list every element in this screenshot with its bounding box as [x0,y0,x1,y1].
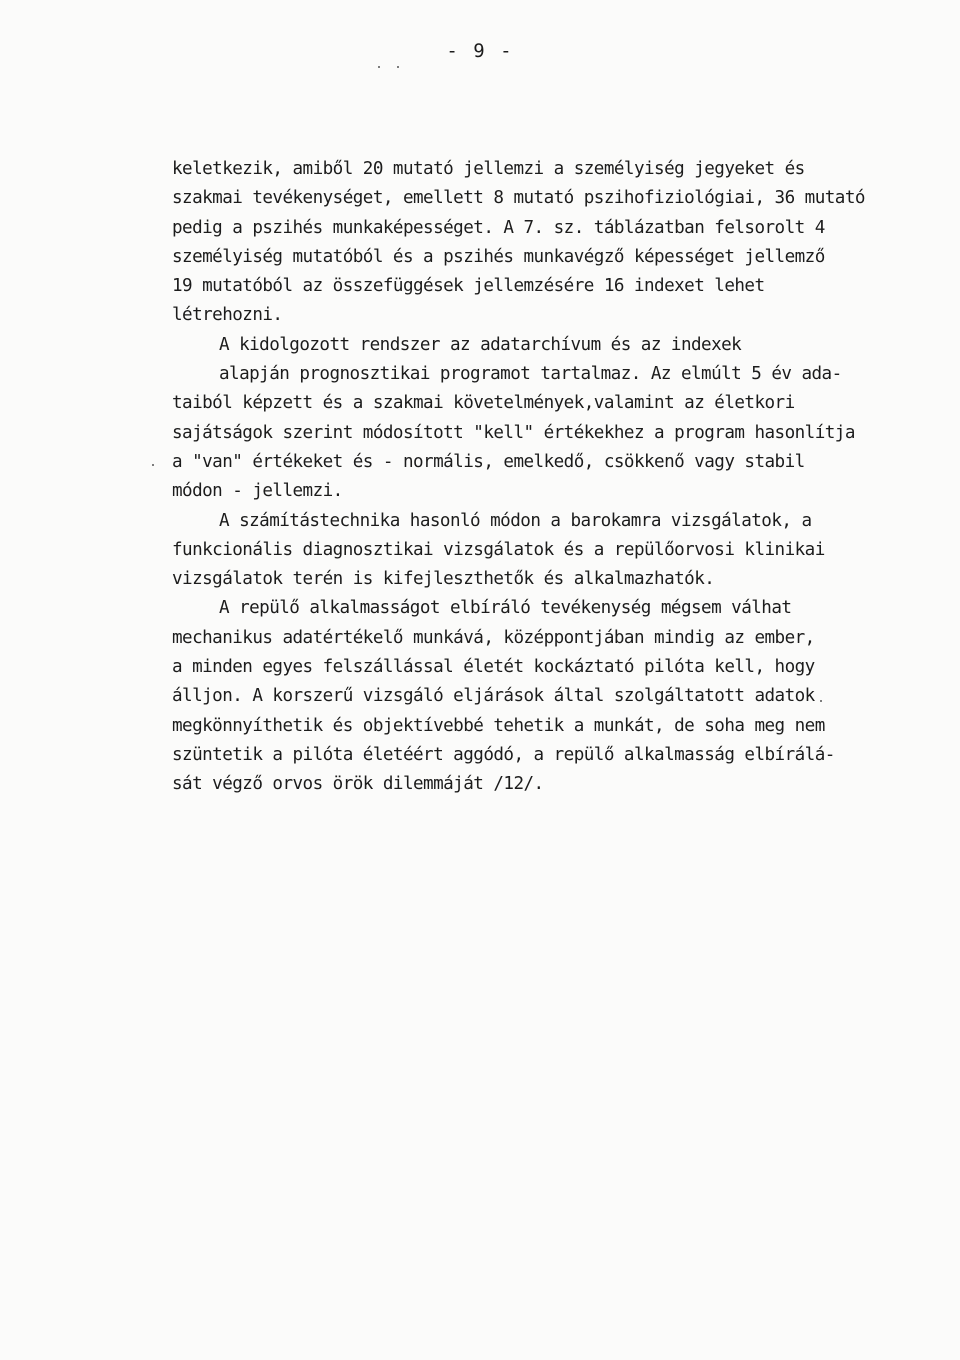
text-line: pedig a pszihés munkaképességet. A 7. sz. táblázatban felsorolt 4 [172,217,825,238]
text-line: taiból képzett és a szakmai követelmények,valamint az életkori [172,393,795,414]
text-line: alapján prognosztikai programot tartalmaz. Az elmúlt 5 év ada- [219,364,842,385]
scan-speck [152,464,154,466]
text-line: sát végző orvos örök dilemmáját /12/. [172,774,544,795]
text-line: szakmai tevékenységet, emellett 8 mutató pszihofiziológiai, 36 mutató [172,188,865,209]
text-line: személyiség mutatóból és a pszihés munkavégző képességet jellemző [172,246,825,267]
text-line: keletkezik, amiből 20 mutató jellemzi a személyiség jegyeket és [172,159,805,179]
text-line: A kidolgozott rendszer az adatarchívum és az indexek [219,334,742,355]
text-line: szüntetik a pilóta életéért aggódó, a repülő alkalmasság elbírálá- [172,744,835,765]
text-line: funkcionális diagnosztikai vizsgálatok és a repülőorvosi klinikai [172,539,825,560]
text-line: létrehozni. [172,305,283,326]
text-line: sajátságok szerint módosított "kell" értékekhez a program hasonlítja [172,422,855,443]
text-line: vizsgálatok terén is kifejleszthetők és alkalmazhatók. [172,569,715,590]
text-line: a "van" értékeket és - normális, emelkedő, csökkenő vagy stabil [172,451,805,472]
scan-speck [397,66,399,68]
text-line: álljon. A korszerű vizsgáló eljárások által szolgáltatott adatok [172,686,815,707]
text-line: a minden egyes felszállással életét kockáztató pilóta kell, hogy [172,657,815,678]
text-line: 19 mutatóból az összefüggések jellemzésére 16 indexet lehet [172,276,765,297]
text-line: módon - jellemzi. [172,481,343,502]
text-line: mechanikus adatértékelő munkává, középpontjában mindig az ember, [172,627,815,648]
paragraph-4 [172,594,852,799]
body-text [172,155,865,800]
paragraph-3 [172,507,852,595]
paragraph-2 [172,331,855,507]
paragraph-1 [172,155,865,331]
page-number: - 9 - [446,40,514,62]
text-line: A számítástechnika hasonló módon a barokamra vizsgálatok, a [219,510,812,531]
text-line: A repülő alkalmasságot elbíráló tevékenység mégsem válhat [219,598,792,619]
text-line: megkönnyíthetik és objektívebbé tehetik a munkát, de soha meg nem [172,715,825,736]
scan-speck [378,66,380,68]
